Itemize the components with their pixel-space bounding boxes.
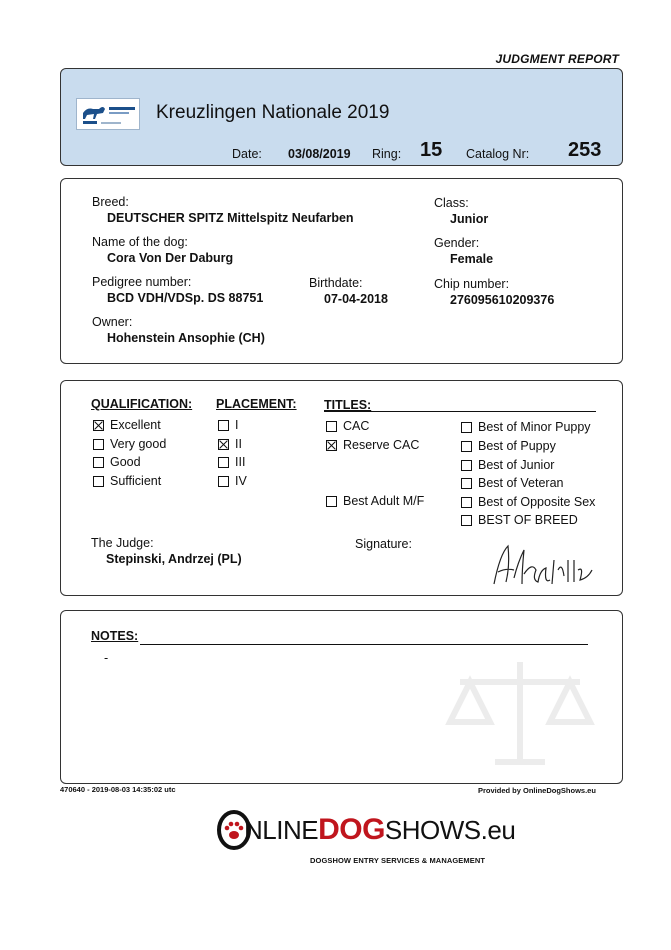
title-reserve-cac-label: Reserve CAC xyxy=(343,438,420,452)
title-cac-checkbox[interactable] xyxy=(326,421,337,432)
qualification-sufficient-checkbox[interactable] xyxy=(93,476,104,487)
qualification-very-good-option[interactable] xyxy=(93,437,166,451)
title-best-opposite-sex-option[interactable] xyxy=(461,495,595,509)
title-best-veteran-label: Best of Veteran xyxy=(478,476,564,490)
brand-part-online: NLINE xyxy=(244,815,319,845)
title-best-minor-puppy-option[interactable] xyxy=(461,420,591,434)
event-title: Kreuzlingen Nationale 2019 xyxy=(156,102,390,123)
birthdate-label: Birthdate: xyxy=(309,276,363,290)
placement-2-option[interactable] xyxy=(218,437,242,451)
title-best-puppy-option[interactable] xyxy=(461,439,556,453)
qualification-sufficient-label: Sufficient xyxy=(110,474,162,488)
owner-label: Owner: xyxy=(92,315,133,329)
qualification-good-label: Good xyxy=(110,455,141,469)
title-reserve-cac-checkbox[interactable] xyxy=(326,440,337,451)
placement-4-option[interactable] xyxy=(218,474,247,488)
ring-value: 15 xyxy=(420,139,443,161)
title-best-junior-checkbox[interactable] xyxy=(461,460,472,471)
placement-1-checkbox[interactable] xyxy=(218,420,229,431)
title-best-adult-label: Best Adult M/F xyxy=(343,494,425,508)
title-best-adult-option[interactable] xyxy=(326,494,424,508)
owner-value: Hohenstein Ansophie (CH) xyxy=(107,331,265,345)
birthdate-value: 07-04-2018 xyxy=(324,292,388,306)
catalog-label: Catalog Nr: xyxy=(466,147,530,161)
title-best-puppy-label: Best of Puppy xyxy=(478,439,556,453)
notes-text: - xyxy=(104,651,109,665)
qualification-good-checkbox[interactable] xyxy=(93,457,104,468)
chip-label: Chip number: xyxy=(434,277,510,291)
qualification-good-option[interactable] xyxy=(93,455,141,469)
judge-label: The Judge: xyxy=(91,536,154,550)
qualification-excellent-option[interactable] xyxy=(93,418,161,432)
title-best-veteran-option[interactable] xyxy=(461,476,563,490)
placement-4-label: IV xyxy=(235,474,247,488)
title-best-junior-label: Best of Junior xyxy=(478,458,555,472)
footer-provider: Provided by OnlineDogShows.eu xyxy=(478,786,596,795)
breed-label: Breed: xyxy=(92,195,129,209)
brand-wordmark xyxy=(244,813,515,847)
placement-heading: PLACEMENT: xyxy=(216,397,297,411)
title-best-of-breed-option[interactable] xyxy=(461,513,578,527)
catalog-value: 253 xyxy=(568,139,602,161)
pedigree-value: BCD VDH/VDSp. DS 88751 xyxy=(107,291,264,305)
titles-heading: TITLES: xyxy=(324,398,372,412)
placement-2-checkbox[interactable] xyxy=(218,439,229,450)
gender-value: Female xyxy=(450,252,494,266)
event-logo xyxy=(76,98,140,130)
title-cac-label: CAC xyxy=(343,419,370,433)
title-reserve-cac-option[interactable] xyxy=(326,438,419,452)
chip-value: 276095610209376 xyxy=(450,293,555,307)
judge-value: Stepinski, Andrzej (PL) xyxy=(106,552,242,566)
qualification-very-good-label: Very good xyxy=(110,437,167,451)
brand-part-dog: DOG xyxy=(318,813,385,846)
brand-part-eu: .eu xyxy=(480,815,516,845)
title-best-adult-checkbox[interactable] xyxy=(326,496,337,507)
report-title: JUDGMENT REPORT xyxy=(495,52,619,66)
placement-3-checkbox[interactable] xyxy=(218,457,229,468)
date-label: Date: xyxy=(232,147,262,161)
notes-heading: NOTES: xyxy=(91,629,139,643)
placement-1-label: I xyxy=(235,418,239,432)
qualification-excellent-checkbox[interactable] xyxy=(93,420,104,431)
class-label: Class: xyxy=(434,196,469,210)
title-best-of-breed-checkbox[interactable] xyxy=(461,515,472,526)
signature-label: Signature: xyxy=(355,537,412,551)
class-value: Junior xyxy=(450,212,489,226)
ring-label: Ring: xyxy=(372,147,402,161)
title-best-minor-puppy-checkbox[interactable] xyxy=(461,422,472,433)
title-best-veteran-checkbox[interactable] xyxy=(461,478,472,489)
title-best-opposite-sex-checkbox[interactable] xyxy=(461,497,472,508)
brand-part-shows: SHOWS xyxy=(384,815,481,845)
title-cac-option[interactable] xyxy=(326,419,369,433)
footer-timestamp: 470640 - 2019-08-03 14:35:02 utc xyxy=(60,785,176,794)
qualification-excellent-label: Excellent xyxy=(110,418,161,432)
placement-3-option[interactable] xyxy=(218,455,245,469)
placement-4-checkbox[interactable] xyxy=(218,476,229,487)
pedigree-label: Pedigree number: xyxy=(92,275,192,289)
breed-value: DEUTSCHER SPITZ Mittelspitz Neufarben xyxy=(107,211,354,225)
title-best-opposite-sex-label: Best of Opposite Sex xyxy=(478,495,596,509)
date-value: 03/08/2019 xyxy=(288,147,351,161)
qualification-heading: QUALIFICATION: xyxy=(91,397,193,411)
gender-label: Gender: xyxy=(434,236,480,250)
dog-name-label: Name of the dog: xyxy=(92,235,188,249)
placement-2-label: II xyxy=(235,437,242,451)
titles-underline xyxy=(324,411,596,412)
brand-tagline: DOGSHOW ENTRY SERVICES & MANAGEMENT xyxy=(310,856,486,865)
judge-signature xyxy=(488,540,598,600)
title-best-minor-puppy-label: Best of Minor Puppy xyxy=(478,420,591,434)
placement-1-option[interactable] xyxy=(218,418,238,432)
dog-name-value: Cora Von Der Daburg xyxy=(107,251,234,265)
notes-underline xyxy=(140,644,588,645)
title-best-junior-option[interactable] xyxy=(461,458,554,472)
title-best-puppy-checkbox[interactable] xyxy=(461,441,472,452)
placement-3-label: III xyxy=(235,455,246,469)
scales-watermark-icon xyxy=(440,652,600,772)
qualification-sufficient-option[interactable] xyxy=(93,474,161,488)
title-best-of-breed-label: BEST OF BREED xyxy=(478,513,578,527)
qualification-very-good-checkbox[interactable] xyxy=(93,439,104,450)
